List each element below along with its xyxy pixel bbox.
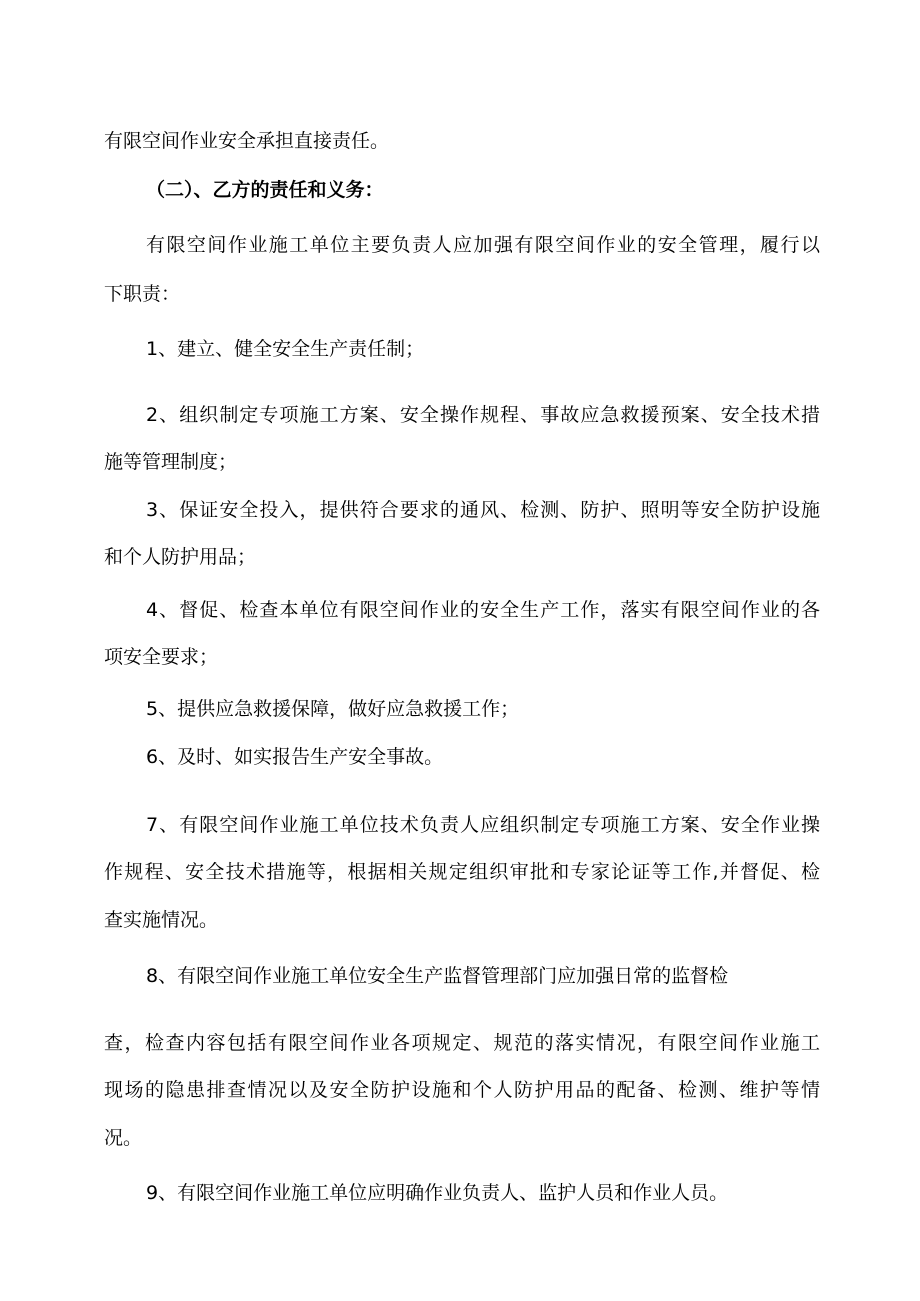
paragraph-line: 下职责：: [104, 283, 181, 305]
list-item: 7、有限空间作业施工单位技术负责人应组织制定专项施工方案、安全作业操: [146, 814, 820, 836]
list-item: 2、组织制定专项施工方案、安全操作规程、事故应急救援预案、安全技术措: [146, 404, 820, 426]
list-item: 1、建立、健全安全生产责任制；: [146, 338, 425, 360]
list-item-continuation: 况。: [104, 1127, 143, 1149]
list-item-continuation: 作规程、安全技术措施等，根据相关规定组织审批和专家论证等工作,并督促、检: [104, 861, 820, 883]
list-item: 6、及时、如实报告生产安全事故。: [146, 746, 444, 768]
list-item: 8、有限空间作业施工单位安全生产监督管理部门应加强日常的监督检: [146, 965, 729, 987]
paragraph-line: 有限空间作业施工单位主要负责人应加强有限空间作业的安全管理，履行以: [146, 234, 820, 256]
paragraph-line: 有限空间作业安全承担直接责任。: [104, 130, 390, 152]
list-item-continuation: 施等管理制度；: [104, 451, 238, 473]
list-item: 5、提供应急救援保障，做好应急救援工作；: [146, 698, 520, 720]
list-item: 9、有限空间作业施工单位应明确作业负责人、监护人员和作业人员。: [146, 1182, 729, 1204]
list-item: 4、督促、检查本单位有限空间作业的安全生产工作，落实有限空间作业的各: [146, 599, 820, 621]
list-item-continuation: 查，检查内容包括有限空间作业各项规定、规范的落实情况，有限空间作业施工: [104, 1032, 820, 1054]
list-item-continuation: 查实施情况。: [104, 909, 219, 931]
list-item: 3、保证安全投入，提供符合要求的通风、检测、防护、照明等安全防护设施: [146, 499, 820, 521]
list-item-continuation: 现场的隐患排查情况以及安全防护设施和个人防护用品的配备、检测、维护等情: [104, 1079, 820, 1101]
list-item-continuation: 和个人防护用品；: [104, 546, 257, 568]
section-heading: （二）、乙方的责任和义务：: [146, 179, 384, 201]
list-item-continuation: 项安全要求；: [104, 646, 219, 668]
